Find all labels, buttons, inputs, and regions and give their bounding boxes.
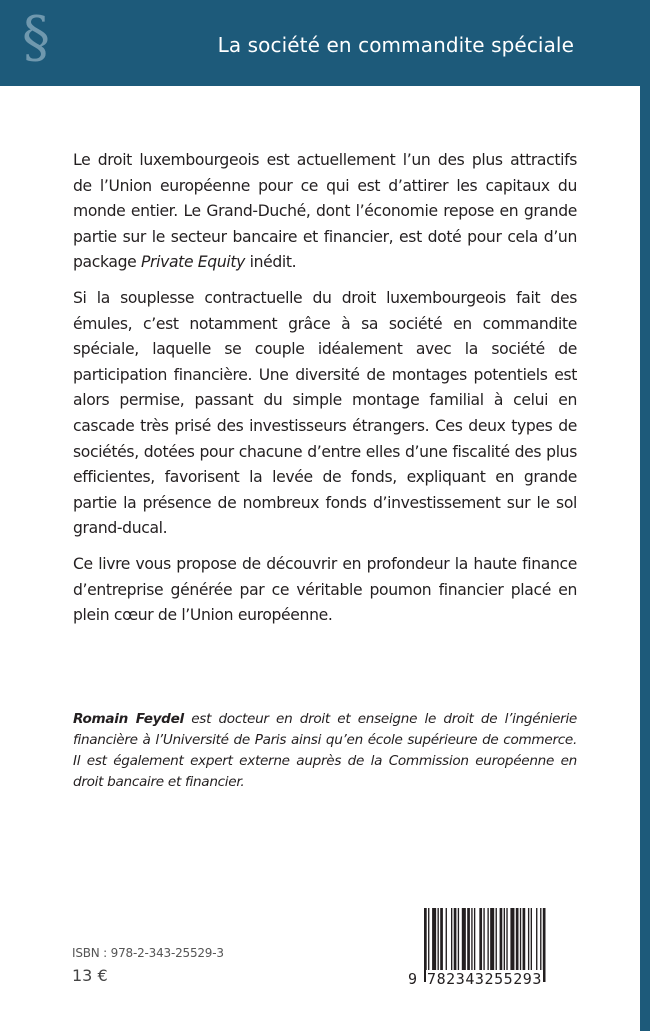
barcode-first-digit: 9	[408, 970, 418, 988]
barcode-bar	[474, 908, 475, 972]
barcode-bar	[528, 908, 529, 972]
spine-strip	[640, 0, 650, 1031]
back-cover-blurb	[73, 148, 577, 639]
blurb-p1-end: inédit.	[245, 253, 297, 272]
barcode-bar	[516, 908, 519, 972]
barcode-bar	[479, 908, 482, 972]
author-bio-text: est docteur en droit et enseigne le droit de l’ingénierie financière à l’Université de Paris ainsi qu’en école supérieure de commerce. Il est également expert externe auprès de la Commission européenne en droit bancaire et financier.	[73, 711, 577, 790]
barcode-digits	[404, 970, 584, 988]
barcode-bar	[471, 908, 472, 972]
blurb-p1-italic: Private Equity	[141, 253, 246, 272]
barcode-bar	[490, 908, 494, 972]
barcode-bar	[531, 908, 532, 972]
barcode-bar	[440, 908, 443, 972]
barcode-bar	[458, 908, 459, 972]
barcode-bar	[496, 908, 497, 972]
barcode-bar	[520, 908, 521, 972]
blurb-paragraph-1	[73, 148, 577, 276]
author-name: Romain Feydel	[73, 711, 184, 727]
barcode-digit-string: 782343255293	[427, 970, 542, 988]
barcode-bar	[540, 908, 541, 972]
book-title: La société en commandite spéciale	[217, 33, 574, 57]
section-symbol-icon: §	[22, 5, 50, 70]
barcode-bar	[438, 908, 439, 972]
isbn-label: ISBN : 978-2-343-25529-3	[72, 946, 224, 960]
barcode-bar	[506, 908, 507, 972]
barcode-bar	[504, 908, 505, 972]
blurb-p1-text: Le droit luxembourgeois est actuellement l’un des plus attractifs de l’Union européenne pour ce qui est d’attirer les capitaux du monde entier. Le Grand-Duché, dont l’économie repose en grande partie sur le secteur bancaire et financier, est doté pour cela d’un package	[73, 151, 577, 272]
author-bio	[73, 709, 577, 793]
barcode-bar	[454, 908, 457, 972]
barcode-bar	[500, 908, 503, 972]
barcode-bar	[536, 908, 537, 972]
barcode-bar	[523, 908, 526, 972]
barcode-bar	[483, 908, 484, 972]
barcode-bar	[446, 908, 447, 972]
blurb-paragraph-3: Ce livre vous propose de découvrir en profondeur la haute finance d’entreprise générée par ce véritable poumon financier placé en plein cœur de l’Union européenne.	[73, 554, 577, 625]
blurb-paragraph-2: Si la souplesse contractuelle du droit luxembourgeois fait des émules, c’est notamment grâce à sa société en commandite spéciale, laquelle se couple idéalement avec la société de participation financière. Une diversité de montages potentiels est alors permise, passant du simple montage familial à celui en cascade très prisé des investisseurs étrangers. Ces deux types de sociétés, dotées pour chacune d’entre elles d’une fiscalité des plus efficientes, favorisent la levée de fonds, expliquant en grande partie la présence de nombreux fonds d’investissement sur le sol grand-ducal.	[73, 288, 577, 538]
header-band	[0, 0, 650, 86]
barcode-bar	[510, 908, 514, 972]
price-label: 13 €	[72, 966, 108, 985]
barcode-bar	[467, 908, 470, 972]
barcode-bar	[451, 908, 452, 972]
barcode-bar	[462, 908, 466, 972]
barcode-bar	[432, 908, 436, 972]
isbn-barcode	[404, 908, 584, 986]
